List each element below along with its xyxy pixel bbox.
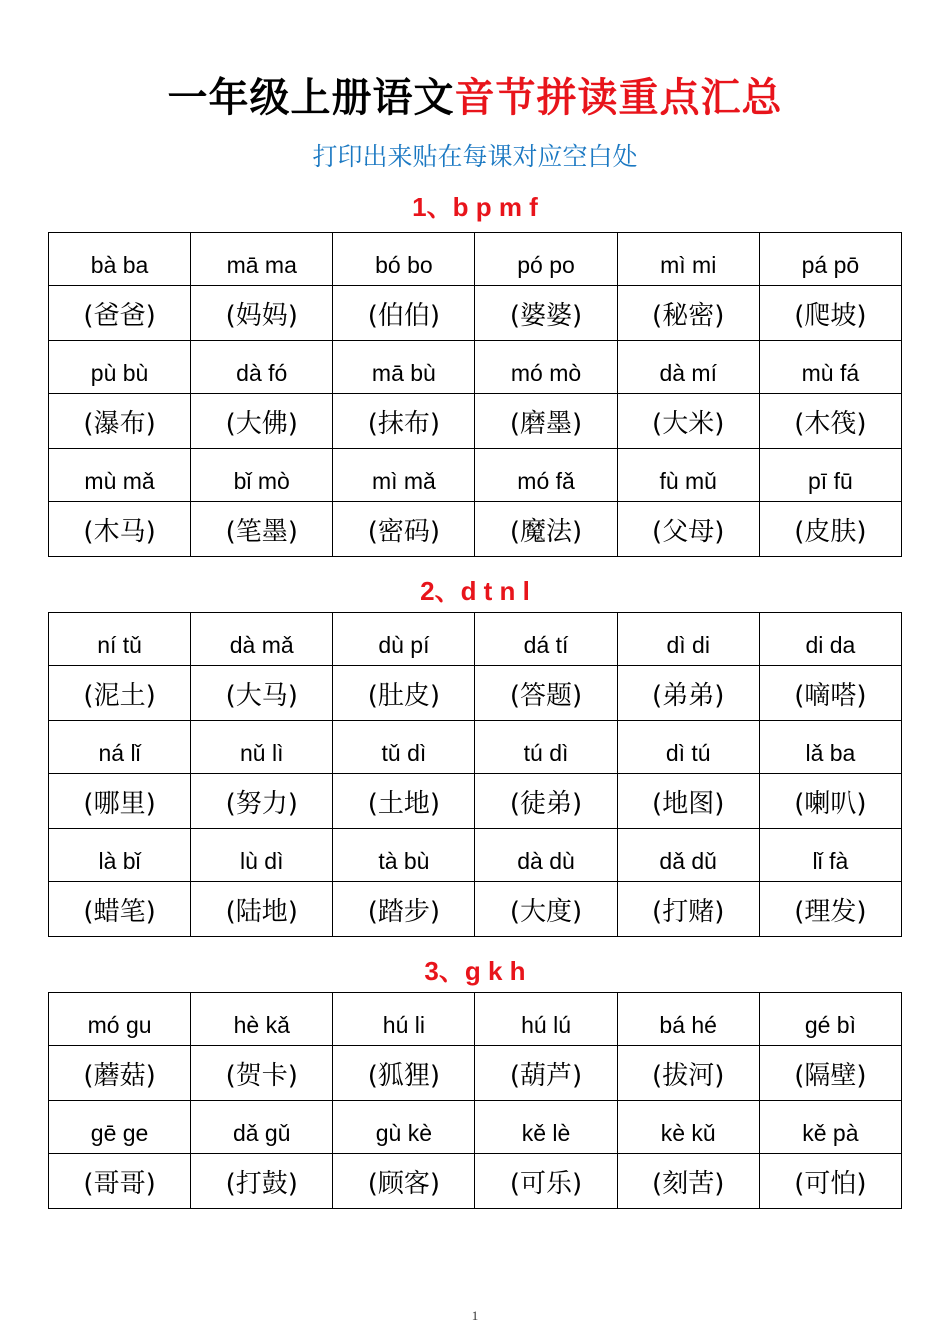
table-bpmf: [48, 232, 902, 557]
pinyin-cell: mā bù: [333, 341, 475, 394]
hanzi-cell: (葫芦): [475, 1046, 617, 1101]
pinyin-cell: gé bì: [759, 993, 901, 1046]
hanzi-cell: (爸爸): [49, 286, 191, 341]
pinyin-cell: bá hé: [617, 993, 759, 1046]
hanzi-cell: (大度): [475, 882, 617, 937]
hanzi-cell: (爬坡): [759, 286, 901, 341]
hanzi-cell: (嘀嗒): [759, 666, 901, 721]
pinyin-cell: pá pō: [759, 233, 901, 286]
pinyin-cell: hú lú: [475, 993, 617, 1046]
pinyin-cell: ní tǔ: [49, 613, 191, 666]
pinyin-cell: dǎ gǔ: [191, 1101, 333, 1154]
pinyin-cell: lǐ fà: [759, 829, 901, 882]
hanzi-cell: (可乐): [475, 1154, 617, 1209]
hanzi-cell: (密码): [333, 502, 475, 557]
page-number: 1: [471, 1308, 479, 1323]
pinyin-cell: dà fó: [191, 341, 333, 394]
pinyin-cell: hè kǎ: [191, 993, 333, 1046]
hanzi-cell: (大米): [617, 394, 759, 449]
pinyin-cell: kè kǔ: [617, 1101, 759, 1154]
hanzi-row: [49, 1154, 902, 1209]
pinyin-cell: pī fū: [759, 449, 901, 502]
pinyin-row: [49, 341, 902, 394]
pinyin-row: [49, 233, 902, 286]
hanzi-cell: (踏步): [333, 882, 475, 937]
hanzi-cell: (魔法): [475, 502, 617, 557]
pinyin-cell: gē ge: [49, 1101, 191, 1154]
pinyin-cell: bó bo: [333, 233, 475, 286]
hanzi-cell: (土地): [333, 774, 475, 829]
hanzi-cell: (哥哥): [49, 1154, 191, 1209]
section-heading-gkh: 3、g k h: [424, 956, 526, 986]
hanzi-cell: (打赌): [617, 882, 759, 937]
hanzi-cell: (瀑布): [49, 394, 191, 449]
pinyin-cell: kě pà: [759, 1101, 901, 1154]
hanzi-cell: (陆地): [191, 882, 333, 937]
pinyin-row: [49, 829, 902, 882]
hanzi-row: [49, 286, 902, 341]
hanzi-cell: (磨墨): [475, 394, 617, 449]
section-heading-bpmf: 1、b p m f: [412, 192, 538, 222]
hanzi-cell: (哪里): [49, 774, 191, 829]
pinyin-cell: kě lè: [475, 1101, 617, 1154]
hanzi-cell: (拔河): [617, 1046, 759, 1101]
page-title: [0, 70, 950, 126]
hanzi-cell: (徒弟): [475, 774, 617, 829]
pinyin-cell: dù pí: [333, 613, 475, 666]
hanzi-cell: (努力): [191, 774, 333, 829]
hanzi-cell: (理发): [759, 882, 901, 937]
hanzi-cell: (妈妈): [191, 286, 333, 341]
hanzi-cell: (打鼓): [191, 1154, 333, 1209]
hanzi-row: [49, 666, 902, 721]
table-gkh: [48, 992, 902, 1209]
pinyin-cell: nǔ lì: [191, 721, 333, 774]
hanzi-cell: (大佛): [191, 394, 333, 449]
pinyin-row: [49, 613, 902, 666]
pinyin-cell: dà dù: [475, 829, 617, 882]
section-heading-dtnl: 2、d t n l: [420, 576, 530, 606]
pinyin-cell: pù bù: [49, 341, 191, 394]
hanzi-cell: (秘密): [617, 286, 759, 341]
hanzi-cell: (笔墨): [191, 502, 333, 557]
pinyin-cell: dà mí: [617, 341, 759, 394]
pinyin-cell: dá tí: [475, 613, 617, 666]
pinyin-cell: lǎ ba: [759, 721, 901, 774]
title-part-grade: 一年级上册语文: [167, 75, 455, 121]
hanzi-row: [49, 502, 902, 557]
hanzi-cell: (肚皮): [333, 666, 475, 721]
hanzi-cell: (大马): [191, 666, 333, 721]
hanzi-cell: (木筏): [759, 394, 901, 449]
pinyin-cell: tà bù: [333, 829, 475, 882]
pinyin-cell: gù kè: [333, 1101, 475, 1154]
pinyin-cell: mì mǎ: [333, 449, 475, 502]
hanzi-cell: (伯伯): [333, 286, 475, 341]
pinyin-cell: mó fǎ: [475, 449, 617, 502]
hanzi-cell: (抹布): [333, 394, 475, 449]
pinyin-row: [49, 449, 902, 502]
pinyin-row: [49, 1101, 902, 1154]
hanzi-row: [49, 1046, 902, 1101]
pinyin-cell: dà mǎ: [191, 613, 333, 666]
pinyin-cell: dì di: [617, 613, 759, 666]
pinyin-cell: bà ba: [49, 233, 191, 286]
table-dtnl: [48, 612, 902, 937]
hanzi-cell: (泥土): [49, 666, 191, 721]
hanzi-cell: (刻苦): [617, 1154, 759, 1209]
pinyin-cell: tú dì: [475, 721, 617, 774]
pinyin-cell: mù fá: [759, 341, 901, 394]
hanzi-cell: (地图): [617, 774, 759, 829]
hanzi-cell: (木马): [49, 502, 191, 557]
hanzi-cell: (蜡笔): [49, 882, 191, 937]
title-part-topic: 音节拼读重点汇总: [454, 75, 783, 121]
pinyin-cell: hú li: [333, 993, 475, 1046]
pinyin-cell: dǎ dǔ: [617, 829, 759, 882]
hanzi-cell: (弟弟): [617, 666, 759, 721]
pinyin-cell: ná lǐ: [49, 721, 191, 774]
hanzi-cell: (皮肤): [759, 502, 901, 557]
pinyin-cell: di da: [759, 613, 901, 666]
pinyin-cell: dì tú: [617, 721, 759, 774]
pinyin-cell: tǔ dì: [333, 721, 475, 774]
pinyin-row: [49, 721, 902, 774]
pinyin-cell: lù dì: [191, 829, 333, 882]
pinyin-cell: bǐ mò: [191, 449, 333, 502]
hanzi-cell: (隔壁): [759, 1046, 901, 1101]
pinyin-cell: mó gu: [49, 993, 191, 1046]
hanzi-cell: (喇叭): [759, 774, 901, 829]
pinyin-cell: fù mǔ: [617, 449, 759, 502]
hanzi-cell: (蘑菇): [49, 1046, 191, 1101]
hanzi-cell: (贺卡): [191, 1046, 333, 1101]
hanzi-cell: (狐狸): [333, 1046, 475, 1101]
hanzi-cell: (可怕): [759, 1154, 901, 1209]
hanzi-row: [49, 774, 902, 829]
hanzi-cell: (婆婆): [475, 286, 617, 341]
pinyin-cell: mó mò: [475, 341, 617, 394]
hanzi-row: [49, 394, 902, 449]
page-subtitle: 打印出来贴在每课对应空白处: [312, 142, 638, 171]
hanzi-cell: (父母): [617, 502, 759, 557]
hanzi-cell: (顾客): [333, 1154, 475, 1209]
pinyin-cell: mā ma: [191, 233, 333, 286]
pinyin-cell: là bǐ: [49, 829, 191, 882]
pinyin-row: [49, 993, 902, 1046]
hanzi-row: [49, 882, 902, 937]
pinyin-cell: pó po: [475, 233, 617, 286]
pinyin-cell: mì mi: [617, 233, 759, 286]
pinyin-cell: mù mǎ: [49, 449, 191, 502]
hanzi-cell: (答题): [475, 666, 617, 721]
